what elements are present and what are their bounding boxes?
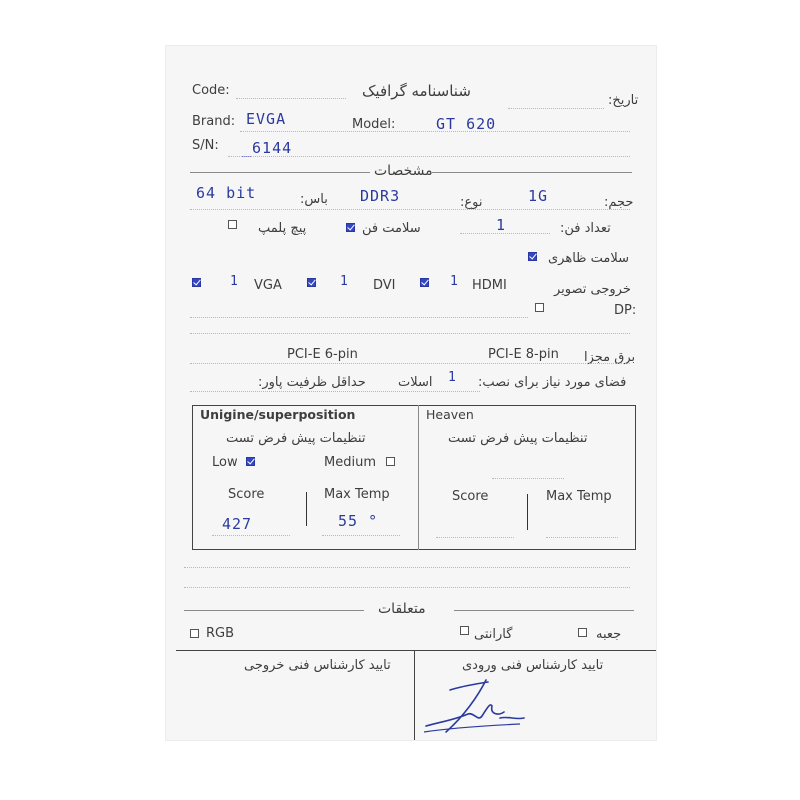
vga-label: VGA bbox=[254, 278, 282, 293]
bus-value: 64 bit bbox=[196, 184, 257, 202]
box-checkbox[interactable] bbox=[578, 628, 587, 637]
outputs-label: خروجی تصویر bbox=[554, 282, 631, 297]
accessories-title: متعلقات bbox=[378, 601, 426, 617]
brand-dotline bbox=[240, 131, 630, 132]
pcie6-label: PCI-E 6-pin bbox=[287, 347, 358, 362]
hdmi-label: HDMI bbox=[472, 278, 507, 293]
tests-box bbox=[192, 405, 636, 550]
fan-health-label: سلامت فن bbox=[362, 221, 421, 236]
unigine-temp-value: 55 ° bbox=[338, 512, 379, 530]
unigine-score-dotline bbox=[212, 535, 290, 536]
unigine-score-value: 427 bbox=[222, 515, 253, 533]
exit-approval-label: تایید کارشناس فنی خروجی bbox=[244, 658, 391, 673]
slots-value: 1 bbox=[448, 370, 457, 385]
date-label: تاریخ: bbox=[608, 93, 639, 108]
type-label: نوع: bbox=[460, 195, 483, 210]
fan-count-label: تعداد فن: bbox=[560, 221, 611, 236]
appearance-label: سلامت ظاهری bbox=[548, 251, 630, 266]
appearance-checkbox[interactable] bbox=[528, 252, 537, 261]
approval-divider bbox=[414, 650, 415, 740]
slots-label: اسلات bbox=[398, 375, 433, 390]
rgb-checkbox[interactable] bbox=[190, 629, 199, 638]
vga-checkbox[interactable] bbox=[192, 278, 201, 287]
approval-rule bbox=[176, 650, 656, 651]
unigine-preset: تنظیمات پیش فرض تست bbox=[226, 431, 366, 446]
model-value: GT 620 bbox=[436, 115, 497, 133]
accessories-rule-left bbox=[184, 610, 364, 611]
fan-health-checkbox[interactable] bbox=[346, 223, 355, 232]
pcie8-label: PCI-E 8-pin bbox=[488, 347, 559, 362]
hdmi-checkbox[interactable] bbox=[420, 278, 429, 287]
warranty-label: گارانتی bbox=[474, 627, 513, 642]
medium-checkbox[interactable] bbox=[386, 457, 395, 466]
dp-label: DP: bbox=[614, 303, 637, 318]
power-label: برق مجزا bbox=[584, 350, 636, 365]
heaven-preset: تنظیمات پیش فرض تست bbox=[448, 431, 588, 446]
date-dotline bbox=[508, 108, 604, 109]
sn-label: S/N: bbox=[192, 138, 219, 153]
unigine-maxtemp-label: Max Temp bbox=[324, 487, 390, 502]
low-checkbox[interactable] bbox=[246, 457, 255, 466]
dp-checkbox[interactable] bbox=[535, 303, 544, 312]
brand-label: Brand: bbox=[192, 114, 236, 129]
warranty-checkbox[interactable] bbox=[460, 626, 469, 635]
model-label: Model: bbox=[352, 117, 396, 132]
code-dotline bbox=[236, 98, 346, 99]
dvi-label: DVI bbox=[373, 278, 396, 293]
tests-divider bbox=[418, 405, 419, 550]
volume-label: حجم: bbox=[604, 195, 634, 210]
heaven-temp-dotline bbox=[546, 537, 618, 538]
space-dotline bbox=[190, 391, 480, 392]
fan-count-value: 1 bbox=[496, 216, 507, 234]
sn-value: _6144 bbox=[242, 139, 293, 157]
specs-rule-left bbox=[190, 172, 370, 173]
psu-label: حداقل ظرفیت پاور: bbox=[258, 375, 366, 390]
type-value: DDR3 bbox=[360, 187, 401, 205]
unigine-title: Unigine/superposition bbox=[200, 407, 356, 422]
unigine-score-label: Score bbox=[228, 487, 265, 502]
unigine-temp-dotline bbox=[322, 535, 400, 536]
dvi-checkbox[interactable] bbox=[307, 278, 316, 287]
rgb-label: RGB bbox=[206, 626, 235, 641]
dvi-count: 1 bbox=[340, 274, 349, 289]
power-dotline bbox=[190, 363, 630, 364]
heaven-title: Heaven bbox=[426, 407, 474, 422]
heaven-maxtemp-label: Max Temp bbox=[546, 489, 612, 504]
unigine-mid-bar bbox=[306, 492, 307, 526]
blank-dotline-3 bbox=[184, 587, 630, 588]
vga-count: 1 bbox=[230, 274, 239, 289]
fan-screw-label: پیچ پلمپ bbox=[258, 221, 307, 236]
volume-dotline bbox=[190, 209, 630, 210]
box-label: جعبه bbox=[596, 627, 622, 642]
volume-value: 1G bbox=[528, 187, 549, 205]
form-title: شناسنامه گرافیک bbox=[362, 82, 471, 100]
hdmi-count: 1 bbox=[450, 274, 459, 289]
brand-value: EVGA bbox=[246, 110, 287, 128]
fan-screw-checkbox[interactable] bbox=[228, 220, 237, 229]
bus-label: باس: bbox=[300, 192, 328, 207]
medium-label: Medium bbox=[324, 455, 376, 470]
entry-signature bbox=[420, 676, 530, 738]
specs-title: مشخصات bbox=[374, 163, 433, 179]
blank-dotline-2 bbox=[184, 567, 630, 568]
dp-dotline bbox=[190, 317, 528, 318]
fan-count-dotline bbox=[460, 233, 550, 234]
heaven-score-label: Score bbox=[452, 489, 489, 504]
sn-dotline bbox=[228, 156, 630, 157]
code-label: Code: bbox=[192, 83, 230, 98]
entry-approval-label: تایید کارشناس فنی ورودی bbox=[462, 658, 604, 673]
low-label: Low bbox=[212, 455, 238, 470]
heaven-preset-dotline bbox=[492, 478, 564, 479]
blank-dotline-1 bbox=[190, 333, 630, 334]
accessories-rule-right bbox=[454, 610, 634, 611]
heaven-score-dotline bbox=[436, 537, 514, 538]
heaven-mid-bar bbox=[527, 494, 528, 530]
space-label: فضای مورد نیاز برای نصب: bbox=[478, 375, 627, 390]
specs-rule-right bbox=[432, 172, 632, 173]
